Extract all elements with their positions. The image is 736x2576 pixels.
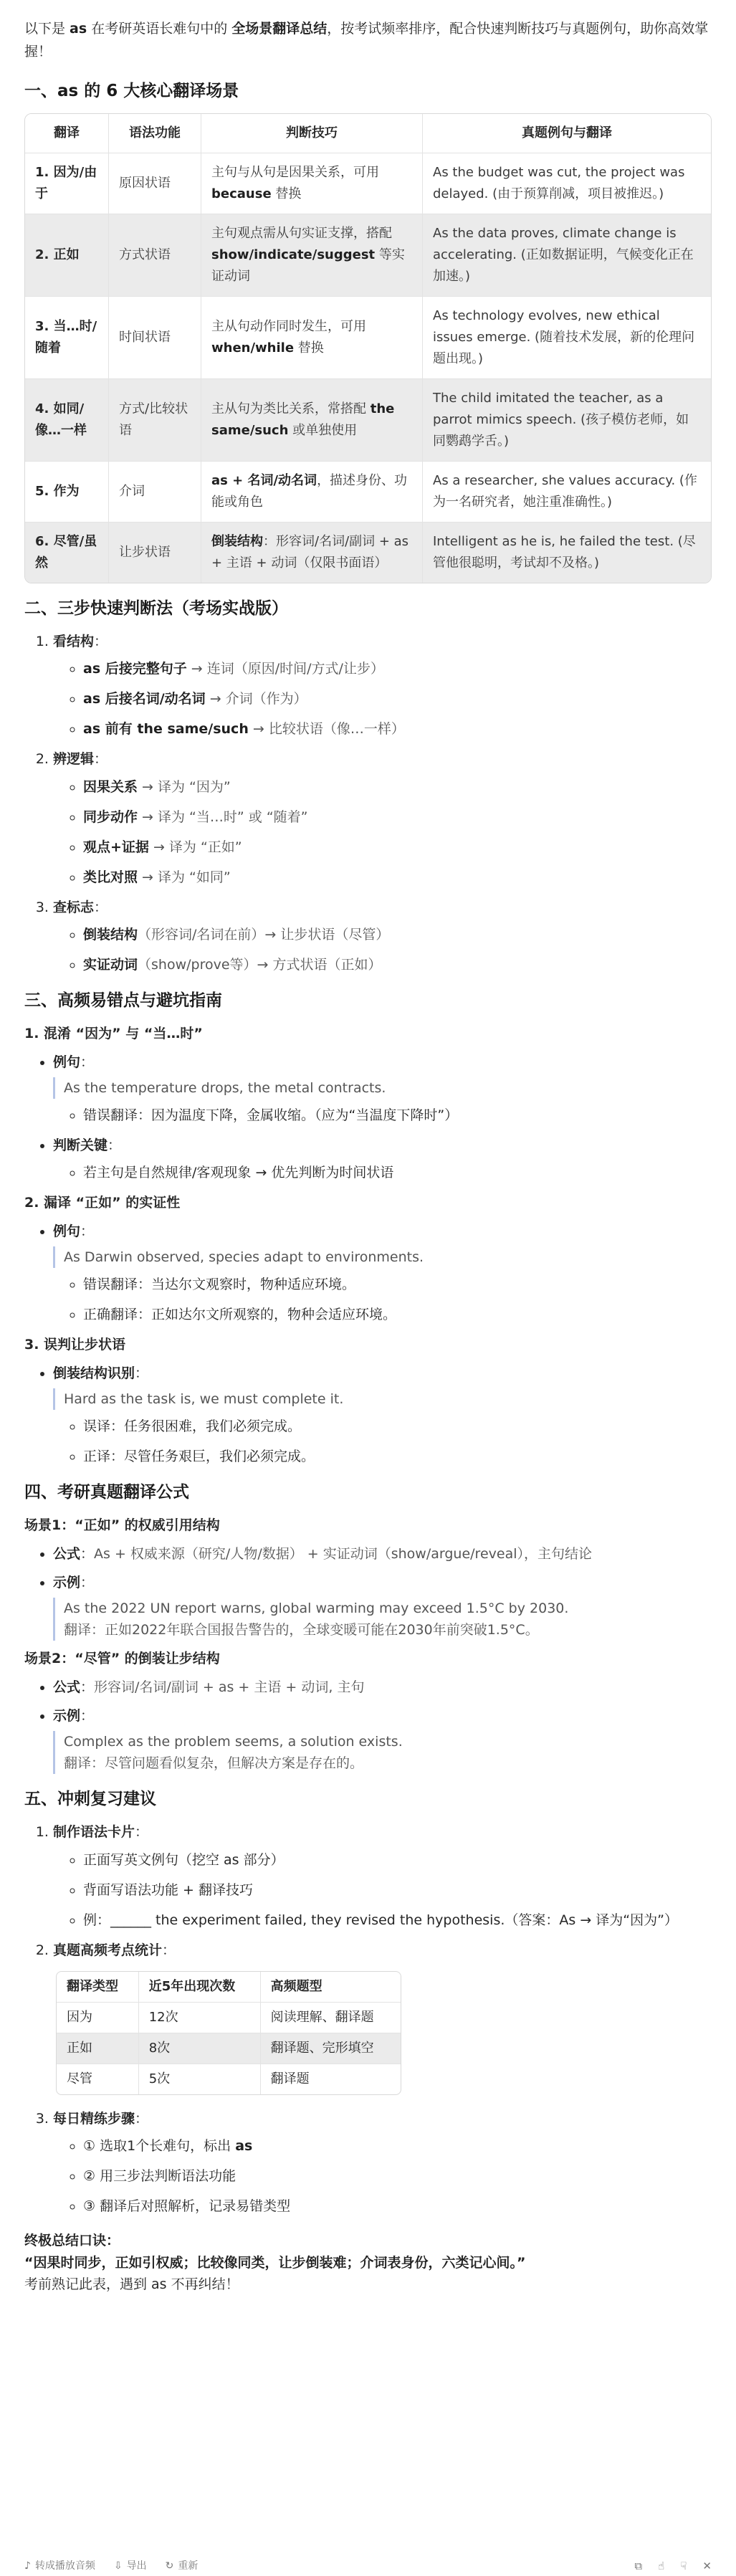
list-item: ◦ 误译：任务很困难，我们必须完成。 (83, 1416, 712, 1437)
table-cell: 1. 因为/由于 (25, 153, 109, 214)
table-cell: as + 名词/动名词，描述身份、功能或角色 (201, 462, 423, 523)
list-item: ◦ 因果关系 → 译为 “因为” (83, 776, 712, 798)
list-item: ◦ as 前有 the same/such → 比较状语（像…一样） (83, 718, 712, 740)
list-item: ◦ 实证动词（show/prove等）→ 方式状语（正如） (83, 954, 712, 975)
section-review-tips (24, 1787, 712, 2217)
table-cell: 翻译题 (270, 2071, 310, 2086)
table-row (25, 462, 711, 523)
list-item: ◦ 正面写英文例句（挖空 as 部分） (83, 1849, 712, 1871)
list-item: ◦ 类比对照 → 译为 “如同” (83, 867, 712, 888)
table-header: 近5年出现次数 (139, 1972, 261, 2003)
table-row (25, 379, 711, 462)
table-cell: As technology evolves, new ethical issues emerge. (随着技术发展，新的伦理问题出现。) (423, 297, 711, 379)
audio-button[interactable]: ♪ 转成播放音频 (24, 2558, 95, 2574)
table-row (57, 2003, 401, 2033)
list-item: • 公式：形容词/名词/副词 + as + 主语 + 动词, 主句 (53, 1676, 712, 1698)
list-item: ◦ 倒装结构（形容词/名词在前）→ 让步状语（尽管） (83, 924, 712, 945)
subsection-title: 2. 漏译 “正如” 的实证性 (24, 1195, 181, 1211)
section-title: 一、as 的 6 大核心翻译场景 (24, 82, 239, 100)
table-cell: As the data proves, climate change is accelerating. (正如数据证明，气候变化正在加速。) (423, 214, 711, 297)
table-cell: 主从句为类比关系，常搭配 the same/such 或单独使用 (201, 379, 423, 462)
table-cell: 5次 (139, 2064, 261, 2094)
list-item: • 公式：As + 权威来源（研究/人物/数据） + 实证动词（show/argue/reveal），主句结论 (53, 1543, 712, 1565)
section-pitfalls (24, 988, 712, 1467)
example-quote: As the temperature drops, the metal contracts. (53, 1077, 712, 1099)
scene-title: 场景2：“尽管” 的倒装让步结构 (24, 1651, 220, 1667)
delete-icon[interactable]: ✕ (702, 2560, 712, 2572)
table-cell: 正如 (57, 2033, 139, 2064)
table-cell: 5. 作为 (25, 462, 109, 523)
table-cell: The child imitated the teacher, as a parrot mimics speech. (孩子模仿老师，如同鹦鹉学舌。) (423, 379, 711, 462)
table-cell: 方式状语 (109, 214, 201, 297)
list-item: ◦ 背面写语法功能 + 翻译技巧 (83, 1879, 712, 1901)
table-header: 翻译 (25, 114, 109, 153)
example-quote: Complex as the problem seems, a solution exists. 翻译：尽管问题看似复杂，但解决方案是存在的。 (53, 1731, 712, 1774)
export-icon: ⇩ (113, 2560, 123, 2572)
table-row (25, 214, 711, 297)
table-header: 语法功能 (109, 114, 201, 153)
list-item: ◦ 正译：尽管任务艰巨，我们必须完成。 (83, 1446, 712, 1467)
list-item: ◦ 错误翻译：当达尔文观察时，物种适应环境。 (83, 1274, 712, 1295)
list-item: 1. 看结构： ◦ as 后接完整句子 → 连词（原因/时间/方式/让步） ◦ as 后接名词/动名词 → 介词（作为） ◦ as 前有 the same/such → 比较状语（像…一样） (53, 631, 712, 740)
list-item: • 示例： As the 2022 UN report warns, global warming may exceed 1.5°C by 2030. 翻译：正如2022年联合国报告警告的，全球变暖可能在2030年前突破1.5°C。 (53, 1572, 712, 1641)
scenes-table (24, 113, 712, 583)
copy-icon[interactable]: ⧉ (634, 2560, 643, 2572)
scene-title: 场景1：“正如” 的权威引用结构 (24, 1517, 220, 1534)
table-cell: Intelligent as he is, he failed the test. (尽管他很聪明，考试却不及格。) (423, 523, 711, 583)
list-item: ◦ 同步动作 → 译为 “当…时” 或 “随着” (83, 806, 712, 828)
table-header-row (25, 114, 711, 153)
table-cell: 主句观点需从句实证支撑，搭配 show/indicate/suggest 等实证动词 (201, 214, 423, 297)
list-item: • 例句： As Darwin observed, species adapt to environments. ◦ 错误翻译：当达尔文观察时，物种适应环境。 ◦ 正确翻译：正如达尔文所观察的，物种会适应环境。 (53, 1221, 712, 1325)
table-cell: 主句与从句是因果关系，可用 because 替换 (201, 153, 423, 214)
section-title: 五、冲刺复习建议 (24, 1790, 156, 1809)
list-item: 2. 真题高频考点统计： 翻译类型 近5年出现次数 高频题型 因为 12次 阅读理解、翻译题 正如 8次 翻译题、完形填空 尽管 5次 翻译题 (53, 1940, 712, 2095)
table-header-row (57, 1972, 401, 2003)
thumbs-down-icon[interactable]: ☟ (680, 2560, 687, 2572)
table-cell: 8次 (139, 2033, 261, 2064)
list-item: 1. 制作语法卡片： ◦ 正面写英文例句（挖空 as 部分） ◦ 背面写语法功能 + 翻译技巧 ◦ 例：______ the experiment failed, they revised the hypothesis.（答案：As → 译为“因为”） (53, 1821, 712, 1930)
list-item: ◦ 正确翻译：正如达尔文所观察的，物种会适应环境。 (83, 1304, 712, 1325)
steps-list (24, 1821, 712, 2217)
table-cell: 原因状语 (109, 153, 201, 214)
table-row (57, 2064, 401, 2094)
intro-paragraph: 以下是 as 在考研英语长难句中的 全场景翻译总结，按考试频率排序，配合快速判断技巧与真题例句，助你高效掌握！ (24, 21, 709, 59)
action-bar (24, 2556, 712, 2576)
section-core-scenes (24, 79, 712, 583)
list-item: ◦ ③ 翻译后对照解析，记录易错类型 (83, 2195, 712, 2217)
final-summary (24, 2230, 712, 2295)
section-title: 三、高频易错点与避坑指南 (24, 991, 222, 1011)
list-item: ◦ ② 用三步法判断语法功能 (83, 2165, 712, 2187)
export-button[interactable]: ⇩ 导出 (114, 2558, 147, 2574)
table-row (25, 297, 711, 379)
list-item: ◦ as 后接名词/动名词 → 介词（作为） (83, 688, 712, 710)
frequency-table (56, 1971, 401, 2095)
table-cell: As a researcher, she values accuracy. (作为一名研究者，她注重准确性。) (423, 462, 711, 523)
list-item: • 判断关键： ◦ 若主句是自然规律/客观现象 → 优先判断为时间状语 (53, 1135, 712, 1183)
table-row (25, 523, 711, 583)
table-header: 判断技巧 (201, 114, 423, 153)
summary-heading: 终极总结口诀： (24, 2233, 120, 2249)
table-cell: 因为 (57, 2003, 139, 2033)
table-cell: 尽管 (57, 2064, 139, 2094)
table-cell: 时间状语 (109, 297, 201, 379)
list-item: ◦ 若主句是自然规律/客观现象 → 优先判断为时间状语 (83, 1162, 712, 1183)
list-item: 3. 每日精练步骤： ◦ ① 选取1个长难句，标出 as ◦ ② 用三步法判断语法功能 ◦ ③ 翻译后对照解析，记录易错类型 (53, 2108, 712, 2217)
list-item: ◦ ① 选取1个长难句，标出 as (83, 2135, 712, 2157)
table-row (57, 2033, 401, 2064)
summary-tail: 考前熟记此表，遇到 as 不再纠结！ (24, 2276, 239, 2293)
subsection-title: 1. 混淆 “因为” 与 “当…时” (24, 1026, 203, 1042)
section-three-steps (24, 596, 712, 975)
subsection-title: 3. 误判让步状语 (24, 1337, 126, 1353)
table-cell: 方式/比较状语 (109, 379, 201, 462)
list-item: ◦ 观点+证据 → 译为 “正如” (83, 836, 712, 858)
table-header: 高频题型 (261, 1972, 401, 2003)
table-cell: 主从句动作同时发生，可用 when/while 替换 (201, 297, 423, 379)
section-title: 二、三步快速判断法（考场实战版） (24, 599, 288, 618)
thumbs-up-icon[interactable]: ☝ (658, 2560, 665, 2572)
example-quote: Hard as the task is, we must complete it. (53, 1388, 712, 1410)
table-cell: 翻译题、完形填空 (261, 2033, 401, 2064)
table-cell: 6. 尽管/虽然 (25, 523, 109, 583)
table-cell: 12次 (139, 2003, 261, 2033)
refresh-icon: ↻ (165, 2560, 174, 2572)
table-row (25, 153, 711, 214)
audio-icon: ♪ (24, 2560, 31, 2572)
table-cell: 让步状语 (109, 523, 201, 583)
table-cell: 介词 (109, 462, 201, 523)
table-cell: 阅读理解、翻译题 (261, 2003, 401, 2033)
section-title: 四、考研真题翻译公式 (24, 1483, 189, 1502)
section-formulas (24, 1480, 712, 1774)
steps-list (24, 631, 712, 975)
summary-verse: “因果时同步，正如引权威；比较像同类，让步倒装难；介词表身份，六类记心间。” (24, 2254, 526, 2271)
regenerate-button[interactable]: ↻ 重新 (166, 2558, 199, 2574)
list-item: • 例句： As the temperature drops, the metal contracts. ◦ 错误翻译：因为温度下降，金属收缩。（应为“当温度下降时”） (53, 1051, 712, 1126)
list-item: ◦ 错误翻译：因为温度下降，金属收缩。（应为“当温度下降时”） (83, 1105, 712, 1126)
example-quote: As the 2022 UN report warns, global warming may exceed 1.5°C by 2030. 翻译：正如2022年联合国报告警告的，全球变暖可能在2030年前突破1.5°C。 (53, 1598, 712, 1641)
list-item: 3. 查标志： ◦ 倒装结构（形容词/名词在前）→ 让步状语（尽管） ◦ 实证动词（show/prove等）→ 方式状语（正如） (53, 897, 712, 975)
table-header: 真题例句与翻译 (423, 114, 711, 153)
table-cell: 倒装结构：形容词/名词/副词 + as + 主语 + 动词（仅限书面语） (201, 523, 423, 583)
list-item: ◦ as 后接完整句子 → 连词（原因/时间/方式/让步） (83, 658, 712, 679)
example-quote: As Darwin observed, species adapt to environments. (53, 1246, 712, 1268)
list-item: • 示例： Complex as the problem seems, a solution exists. 翻译：尽管问题看似复杂，但解决方案是存在的。 (53, 1705, 712, 1774)
list-item: 2. 辨逻辑： ◦ 因果关系 → 译为 “因为” ◦ 同步动作 → 译为 “当…时” 或 “随着” ◦ 观点+证据 → 译为 “正如” ◦ 类比对照 → 译为 “如同” (53, 748, 712, 887)
list-item: • 倒装结构识别： Hard as the task is, we must complete it. ◦ 误译：任务很困难，我们必须完成。 ◦ 正译：尽管任务艰巨，我们必须完成。 (53, 1363, 712, 1467)
table-cell: As the budget was cut, the project was delayed. (由于预算削减，项目被推迟。) (423, 153, 711, 214)
list-item: ◦ 例：______ the experiment failed, they revised the hypothesis.（答案：As → 译为“因为”） (83, 1909, 712, 1931)
table-header: 翻译类型 (57, 1972, 139, 2003)
table-cell: 2. 正如 (25, 214, 109, 297)
table-cell: 3. 当…时/随着 (25, 297, 109, 379)
table-cell: 4. 如同/像…一样 (25, 379, 109, 462)
